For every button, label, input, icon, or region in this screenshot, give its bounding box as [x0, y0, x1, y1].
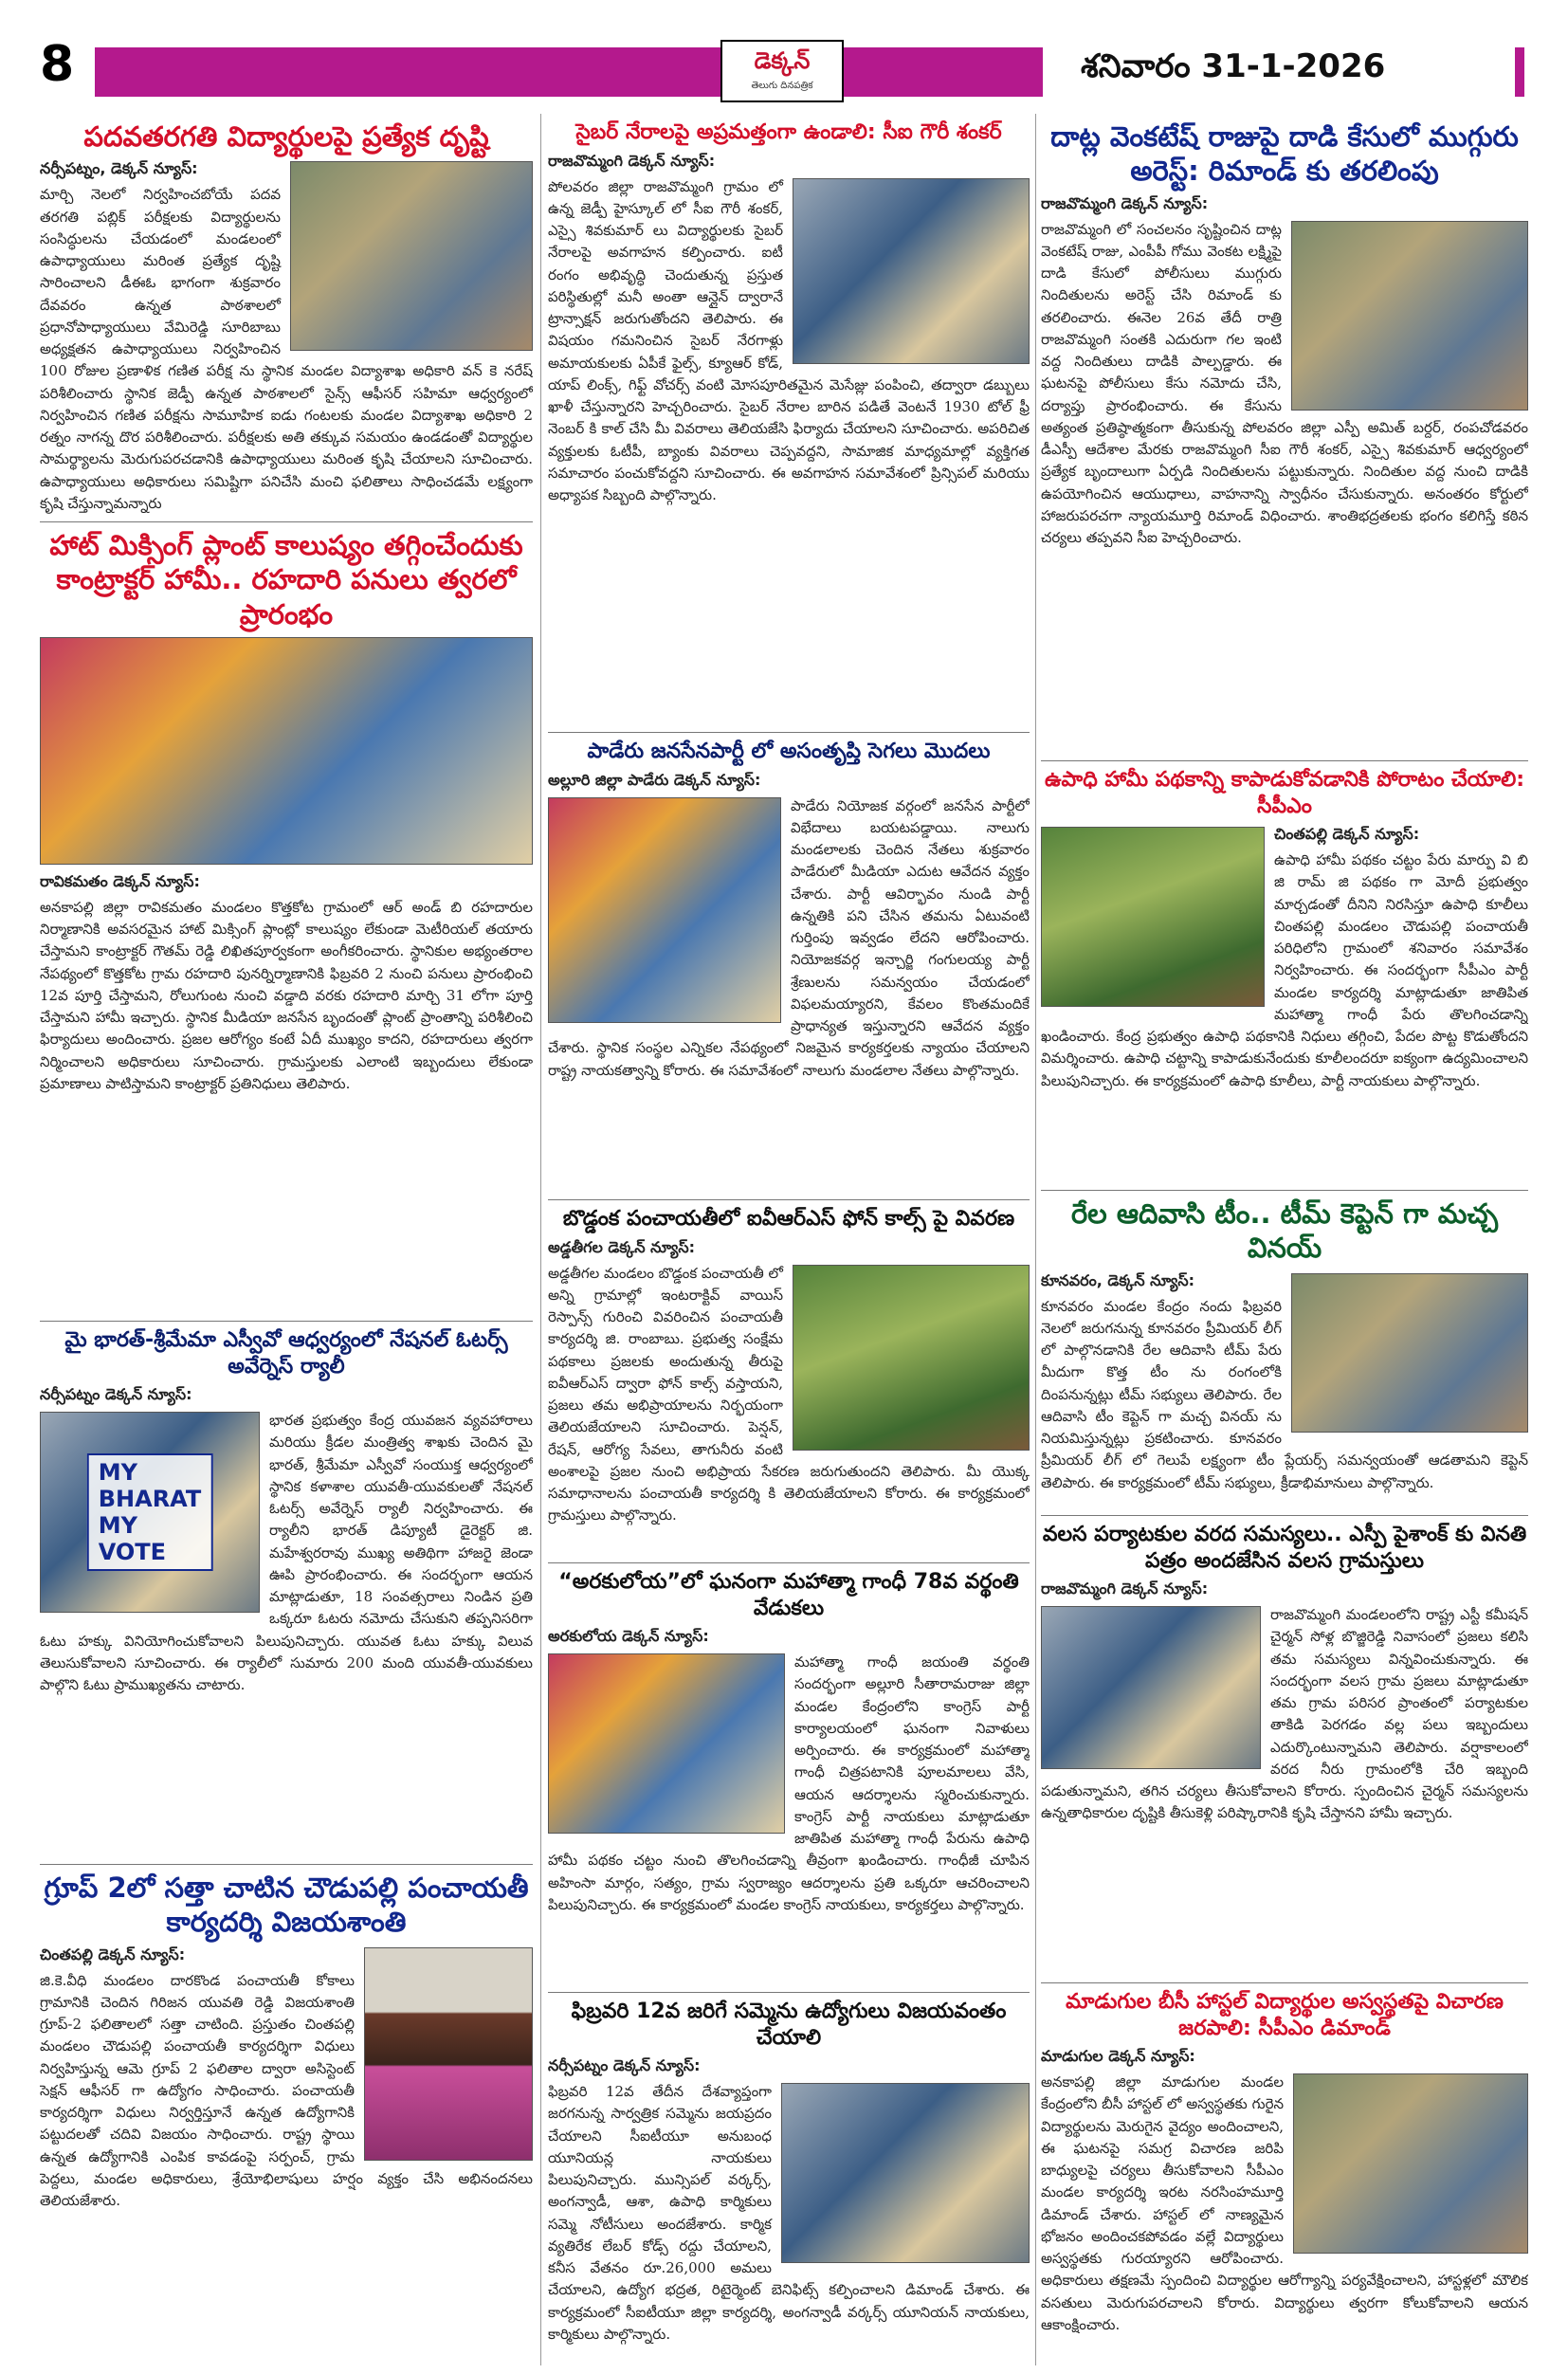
story-voters-rally — [40, 1322, 533, 1865]
column-divider — [1035, 114, 1036, 2365]
headline: వలస పర్యాటకుల వరద సమస్యలు.. ఎస్పీ పైశాంక్ కు వినతి పత్రం అందజేసిన వలస గ్రామస్తులు — [1042, 1523, 1527, 1573]
story-body: పాడేరు నియోజక వర్గంలో జనసేన పార్టీలో విభేదాలు బయటపడ్డాయి. నాలుగు మండలాలకు చెందిన నేతలు శుక్రవారం పాడేరులో మీడియా ఎదుట ఆవేదన వ్యక్తం చేశారు. పార్టీ ఆవిర్భావం నుండి పార్టీ ఉన్నతికి పని చేసిన తమను ఏటువంటి గుర్తింపు ఇవ్వడం లేదని ఆరోపించారు. నియోజకవర్గ ఇన్చార్జి గంగులయ్య పార్టీ శ్రేణులను సమన్వయం చేయడంలో విఫలమయ్యారని, కేవలం కొంతమందికే ప్రాధాన్యత ఇస్తున్నారని ఆవేదన వ్యక్తం చేశారు. స్థానిక సంస్థల ఎన్నికల నేపథ్యంలో నిజమైన కార్యకర్తలకు న్యాయం చేయాలని రాష్ట్ర నాయకత్వాన్ని కోరారు. ఈ సమావేశంలో నాలుగు మండలాల నేతలు పాల్గొన్నారు. — [548, 796, 1030, 1079]
story-photo — [793, 178, 1030, 364]
story-group2-secretary — [40, 1865, 533, 2365]
story-strike-notice — [548, 1993, 1030, 2365]
headline: బొడ్డంక పంచాయతీలో ఐవీఆర్ఎస్ ఫోన్ కాల్స్ పై వివరణ — [562, 1207, 1015, 1231]
story-body: జి.కె.వీధి మండలం దారకొండ పంచాయతీ కోకాలు గ్రామానికి చెందిన గిరిజన యువతి రెడ్డి విజయశాంతి గ్రూప్-2 ఫలితాలలో సత్తా చాటింది. ప్రస్తుతం చింతపల్లి మండలం చౌడుపల్లి పంచాయతీ కార్యదర్శిగా విధులు నిర్వహిస్తున్న ఆమె గ్రూప్ 2 ఫలితాల ద్వారా అసిస్టెంట్ సెక్షన్ ఆఫీసర్ గా ఉద్యోగం సాధించారు. పంచాయతీ కార్యదర్శిగా విధులు నిర్వర్తిస్తూనే ఉన్నత ఉద్యోగానికి పట్టుదలతో చదివి విజయం సాధించారు. రాష్ట్ర స్థాయి ఉన్నత ఉద్యోగానికి ఎంపిక కావడంపై సర్పంచ్, గ్రామ పెద్దలు, మండల అధికారులు, శ్రేయోభిలాషులు హర్షం వ్యక్తం చేసి అభినందనలు తెలియజేశారు. — [40, 1971, 533, 2209]
story-cyber-crime — [548, 114, 1030, 733]
portrait-photo — [364, 1947, 533, 2161]
story-hot-mix-plant — [40, 522, 533, 1322]
dateline: రాజవొమ్మంగి డెక్కన్ న్యూస్: — [548, 151, 716, 170]
dateline: మాడుగుల డెక్కన్ న్యూస్: — [1041, 2047, 1195, 2065]
story-body: అడ్డతీగల మండలం బొడ్డంక పంచాయతీ లో అన్ని గ్రామాల్లో ఇంటరాక్టివ్ వాయిస్ రెస్పాన్స్ గురించి వివరించిన పంచాయతీ కార్యదర్శి జి. రాంబాబు. ప్రభుత్వ సంక్షేమ పథకాలు ప్రజలకు అందుతున్న తీరుపై ఐవీఆర్ఎస్ ద్వారా ఫోన్ కాల్స్ వస్తాయని, ప్రజలు తమ అభిప్రాయాలను నిర్భయంగా తెలియజేయాలని సూచించారు. పెన్షన్, రేషన్, ఆరోగ్య సేవలు, తాగునీరు వంటి అంశాలపై ప్రజల నుంచి అభిప్రాయ సేకరణ జరుగుతుందని తెలిపారు. మీ యొక్క సమాధానాలను పంచాయతీ కార్యదర్శి కి తెలియజేయాలని కోరారు. ఈ కార్యక్రమంలో గ్రామస్తులు పాల్గొన్నారు. — [548, 1264, 1030, 1525]
headline: రేల ఆదివాసి టీం.. టీమ్ కెప్టెన్ గా మచ్చ వినయ్ — [1070, 1197, 1499, 1265]
story-janasena-rift — [548, 733, 1030, 1200]
headline: హాట్ మిక్సింగ్ ప్లాంట్ కాలుష్యం తగ్గించేందుకు కాంట్రాక్టర్ హామీ.. రహదారి పనులు త్వరలో ప్రారంభం — [49, 529, 523, 630]
dateline: చింతపల్లి డెక్కన్ న్యూస్: — [40, 1945, 186, 1963]
headline: “అరకులోయ”లో ఘనంగా మహాత్మా గాంధీ 78వ వర్థంతి వేడుకలు — [558, 1570, 1019, 1620]
story-body: భారత ప్రభుత్వం కేంద్ర యువజన వ్యవహారాలు మరియు క్రీడల మంత్రిత్వ శాఖకు చెందిన మై భారత్, శ్రీమేమా ఎస్వీవో సంయుక్త ఆధ్వర్యంలో స్థానిక కళాశాల యువతీ-యువకులతో నేషనల్ ఓటర్స్ అవేర్నెస్ ర్యాలీ నిర్వహించారు. ఈ ర్యాలీని భారత్ డిప్యూటీ డైరెక్టర్ జి. మహేశ్వరరావు ముఖ్య అతిథిగా హాజరై జెండా ఊపి ప్రారంభించారు. ఈ సందర్భంగా ఆయన మాట్లాడుతూ, 18 సంవత్సరాలు నిండిన ప్రతి ఒక్కరూ ఓటరు నమోదు చేసుకుని తప్పనిసరిగా ఓటు హక్కు వినియోగించుకోవాలని పిలుపునిచ్చారు. యువత ఓటు హక్కు విలువ తెలుసుకోవాలని సూచించారు. ఈ ర్యాలీలో సుమారు 200 మంది యువతీ-యువకులు పాల్గొని ఓటు ప్రాముఖ్యతను చాటారు. — [40, 1412, 533, 1693]
story-photo — [1291, 221, 1528, 411]
masthead — [0, 0, 1568, 112]
headline: గ్రూప్ 2లో సత్తా చాటిన చౌడుపల్లి పంచాయతీ కార్యదర్శి విజయశాంతి — [44, 1872, 529, 1939]
column-divider — [540, 114, 541, 2365]
masthead-right-bar — [1515, 47, 1524, 97]
dateline: నర్సీపట్నం డెక్కన్ న్యూస్: — [40, 1385, 192, 1403]
issue-date: శనివారం 31-1-2026 — [1081, 47, 1386, 85]
story-gandhi-anniversary — [548, 1563, 1030, 1993]
story-photo — [793, 1265, 1030, 1451]
story-body: ఫిబ్రవరి 12వ తేదీన దేశవ్యాప్తంగా జరగనున్న సార్వత్రిక సమ్మెను జయప్రదం చేయాలని సీఐటీయూ అనుబంధ యూనియన్ల నాయకులు పిలుపునిచ్చారు. మున్సిపల్ వర్కర్స్, అంగన్వాడీ, ఆశా, ఉపాధి కార్మికులు సమ్మె నోటీసులు అందజేశారు. కార్మిక వ్యతిరేక లేబర్ కోడ్స్ రద్దు చేయాలని, కనీస వేతనం రూ.26,000 అమలు చేయాలని, ఉద్యోగ భద్రత, రిటైర్మెంట్ బెనిఫిట్స్ కల్పించాలని డిమాండ్ చేశారు. ఈ కార్యక్రమంలో సీఐటీయూ జిల్లా కార్యదర్శి, అంగన్వాడీ వర్కర్స్ యూనియన్ నాయకులు, కార్మికులు పాల్గొన్నారు. — [548, 2083, 1030, 2343]
headline: పదవతరగతి విద్యార్థులపై ప్రత్యేక దృష్టి — [83, 120, 489, 153]
story-photo — [1293, 2073, 1528, 2254]
dateline: నర్సీపట్నం డెక్కన్ న్యూస్: — [548, 2056, 701, 2074]
story-body: అనకాపల్లి జిల్లా రావికమతం మండలం కొత్తకోట గ్రామంలో ఆర్ అండ్ బి రహదారుల నిర్మాణానికి అవసరమైన హాట్ మిక్సింగ్ ప్లాంట్లో కాలుష్యం లేకుండా మెటీరియల్ తయారు చేస్తామని కాంట్రాక్టర్ గౌతమ్ రెడ్డి లిఖితపూర్వకంగా అంగీకరించారు. స్థానికుల అభ్యంతరాల నేపథ్యంలో కొత్తకోట గ్రామ రహదారి పునర్నిర్మాణానికి ఫిబ్రవరి 2 నుంచి పనులు ప్రారంభించి 12వ పూర్తి చేస్తామని, రోలుగుంట నుంచి వడ్డాది వరకు రహదారి మార్చి 31 లోగా పూర్తి చేస్తామని హామీ ఇచ్చారు. స్థానిక మీడియా జనసేన బృందంతో ప్లాంట్ ప్రాంతాన్ని పరిశీలించి ఫిర్యాదులు అందించారు. ప్రజల ఆరోగ్యం కంటే ఏదీ ముఖ్యం కాదని, రహదారులు త్వరగా నిర్మించాలని అధికారులు సూచించారు. గ్రామస్తులకు ఎలాంటి ఇబ్బందులు లేకుండా ప్రమాణాలు పాటిస్తామని కాంట్రాక్టర్ ప్రతినిధులు తెలిపారు. — [40, 898, 533, 1092]
headline: ఫిబ్రవరి 12వ జరిగే సమ్మెను ఉద్యోగులు విజయవంతం చేయాలి — [571, 2000, 1007, 2050]
headline: సైబర్ నేరాలపై అప్రమత్తంగా ఉండాలి: సీఐ గౌరీ శంకర్ — [575, 120, 1002, 144]
story-body: పోలవరం జిల్లా రాజవొమ్మంగి గ్రామం లో ఉన్న జెడ్పీ హైస్కూల్ లో సీఐ గౌరీ శంకర్, ఎస్సై శివకుమార్ లు విద్యార్థులకు సైబర్ నేరాలపై అవగాహన కల్పించారు. ఐటీ రంగం అభివృద్ధి చెందుతున్న ప్రస్తుత పరిస్థితుల్లో మనీ అంతా ఆన్లైన్ ద్వారానే ట్రాన్సాక్షన్ జరుగుతోందని తెలిపారు. ఈ విషయం గమనించిన సైబర్ నేరగాళ్లు అమాయకులకు ఏపీకే ఫైల్స్, క్యూఆర్ కోడ్, యాప్ లింక్స్, గిఫ్ట్ వోచర్స్ వంటి మోసపూరితమైన మెసేజ్లు పంపించి, తద్వారా డబ్బులు ఖాళీ చేస్తున్నారని హెచ్చరించారు. సైబర్ నేరాల బారిన పడితే వెంటనే 1930 టోల్ ఫ్రీ నెంబర్ కి కాల్ చేసి మీ వివరాలు తెలియజేసి ఫిర్యాదు చేయాలని సూచించారు. అపరిచిత వ్యక్తులకు ఓటీపీ, బ్యాంకు వివరాలు చెప్పవద్దని, సామాజిక మాధ్యమాల్లో వ్యక్తిగత సమాచారం పంచుకోవద్దని సూచించారు. ఈ అవగాహన సమావేశంలో ప్రిన్సిపల్ మరియు అధ్యాపక సిబ్బంది పాల్గొన్నారు. — [548, 177, 1030, 503]
masthead-bar — [95, 47, 1043, 97]
story-tenth-class — [40, 114, 533, 522]
story-body: మార్చి నెలలో నిర్వహించబోయే పదవ తరగతి పబ్లిక్ పరీక్షలకు విద్యార్థులను సంసిద్ధులను చేయడంలో మండలంలో ఉపాధ్యాయులు మరింత ప్రత్యేక దృష్టి సారించాలని డీఈఓ భాగంగా శుక్రవారం దేవవరం ఉన్నత పాఠశాలలో ప్రధానోపాధ్యాయులు వేమిరెడ్డి సూరిబాబు అధ్యక్షతన ఉపాధ్యాయులు నిర్వహించిన 100 రోజుల ప్రణాళిక గణిత పరీక్ష ను స్థానిక మండల విద్యాశాఖ అధికారి వన్ కె నరేష్ పరిశీలించారు స్థానిక జెడ్పీ ఉన్నత పాఠశాలలో సైన్స్ ఆఫీసర్ సహిమా ఆధ్వర్యంలో నిర్వహించిన గణిత పరీక్షను సామూహిక ఐడు గంటలకు మండల విద్యాశాఖ అధికారి 2 రత్నం నాగన్న దొర పరిశీలించారు. పరీక్షలకు అతి తక్కువ సమయం ఉండడంతో విద్యార్థుల సామర్థ్యాలను మెరుగుపరచడానికి ఉపాధ్యాయులు మరింత కృషి చేయాలని సూచించారు. ఉపాధ్యాయులు అధికారులు సమిష్టిగా పనిచేసి మంచి ఫలితాలు సాధించడమే లక్ష్యంగా కృషి చేస్తున్నామన్నారు — [40, 186, 533, 512]
story-body: మహాత్మా గాంధీ జయంతి వర్థంతి సందర్భంగా అల్లూరి సీతారామరాజు జిల్లా మండల కేంద్రంలోని కాంగ్రెస్ పార్టీ కార్యాలయంలో ఘనంగా నివాళులు అర్పించారు. ఈ కార్యక్రమంలో మహాత్మా గాంధీ చిత్రపటానికి పూలమాలలు వేసి, ఆయన ఆదర్శాలను స్మరించుకున్నారు. కాంగ్రెస్ పార్టీ నాయకులు మాట్లాడుతూ జాతిపిత మహాత్మా గాంధీ పేరును ఉపాధి హామీ పథకం చట్టం నుంచి తొలగించడాన్ని తీవ్రంగా ఖండించారు. గాంధీజీ చూపిన అహింసా మార్గం, సత్యం, గ్రామ స్వరాజ్యం ఆదర్శాలను ప్రతి ఒక్కరూ ఆచరించాలని పిలుపునిచ్చారు. ఈ కార్యక్రమంలో మండల కాంగ్రెస్ నాయకులు, కార్యకర్తలు పాల్గొన్నారు. — [548, 1653, 1030, 1913]
story-arrest — [1041, 114, 1528, 761]
dateline: రాజవొమ్మంగి డెక్కన్ న్యూస్: — [1041, 1580, 1209, 1598]
story-body: ఉపాధి హామీ పథకం చట్టం పేరు మార్పు వి బి జి రామ్ జి పథకం గా మోదీ ప్రభుత్వం మార్చడంతో దీనిని నిరసిస్తూ ఉపాధి కూలీలు చింతపల్లి మండలం చౌడుపల్లి పంచాయతీ పరిధిలోని గ్రామంలో శనివారం సమావేశం నిర్వహించారు. ఈ సందర్భంగా సీపీఎం పార్టీ మండల కార్యదర్శి మాట్లాడుతూ జాతిపిత మహాత్మా గాంధీ పేరు తొలగించడాన్ని ఖండించారు. కేంద్ర ప్రభుత్వం ఉపాధి పథకానికి నిధులు తగ్గించి, పేదల పొట్ట కొడుతోందని విమర్శించారు. ఉపాధి చట్టాన్ని కాపాడుకునేందుకు కూలీలందరూ ఐక్యంగా ఉద్యమించాలని పిలుపునిచ్చారు. ఈ కార్యక్రమంలో ఉపాధి కూలీలు, పార్టీ నాయకులు పాల్గొన్నారు. — [1041, 851, 1528, 1089]
photo-banner-text: MY BHARAT MY VOTE — [87, 1453, 213, 1571]
dateline: కూనవరం, డెక్కన్ న్యూస్: — [1041, 1270, 1195, 1289]
column-1 — [40, 114, 533, 2365]
story-body: అనకాపల్లి జిల్లా మాడుగుల మండల కేంద్రంలోని బీసీ హాస్టల్ లో అస్వస్థతకు గురైన విద్యార్థులను మెరుగైన వైద్యం అందించాలని, ఈ ఘటనపై సమగ్ర విచారణ జరిపి బాధ్యులపై చర్యలు తీసుకోవాలని సీపీఎం మండల కార్యదర్శి ఇరట నరసింహమూర్తి డిమాండ్ చేశారు. హాస్టల్ లో నాణ్యమైన భోజనం అందించకపోవడం వల్లే విద్యార్థులు అస్వస్థతకు గురయ్యారని ఆరోపించారు. అధికారులు తక్షణమే స్పందించి విద్యార్థుల ఆరోగ్యాన్ని పర్యవేక్షించాలని, హాస్టళ్లలో మౌలిక వసతులు మెరుగుపరచాలని కోరారు. విద్యార్థులు త్వరగా కోలుకోవాలని ఆయన ఆకాంక్షించారు. — [1041, 2073, 1528, 2333]
story-flood-petition — [1041, 1516, 1528, 1983]
story-photo — [548, 1653, 785, 1834]
story-body: కూనవరం మండల కేంద్రం నందు ఫిబ్రవరి నెలలో జరుగనున్న కూనవరం ప్రీమియర్ లీగ్ లో పాల్గొనడానికి రేల ఆదివాసి టీమ్ పేరు మీదుగా కొత్త టీం ను రంగంలోకి దింపనున్నట్లు టీమ్ సభ్యులు తెలిపారు. రేల ఆదివాసి టీం కెప్టెన్ గా మచ్చ వినయ్ ను నియమిస్తున్నట్లు ప్రకటించారు. కూనవరం ప్రీమియర్ లీగ్ లో గెలుపే లక్ష్యంగా టీం ప్లేయర్స్ సమన్వయంతో ఆడతామని కెప్టెన్ తెలిపారు. ఈ కార్యక్రమంలో టీమ్ సభ్యులు, క్రీడాభిమానులు పాల్గొన్నారు. — [1041, 1297, 1528, 1491]
dateline: అల్లూరి జిల్లా పాడేరు డెక్కన్ న్యూస్: — [548, 770, 761, 789]
dateline: రావికమతం డెక్కన్ న్యూస్: — [40, 871, 200, 890]
dateline: అరకులోయ డెక్కన్ న్యూస్: — [548, 1627, 709, 1645]
dateline: అడ్డతీగల డెక్కన్ న్యూస్: — [548, 1237, 695, 1256]
story-hostel-illness — [1041, 1983, 1528, 2365]
story-photo — [290, 161, 533, 351]
story-rela-team — [1041, 1191, 1528, 1516]
newspaper-logo — [720, 40, 844, 102]
logo-tagline: తెలుగు దినపత్రిక — [751, 81, 813, 91]
story-photo — [40, 637, 533, 865]
headline: మై భారత్-శ్రీమేమా ఎస్వీవో ఆధ్వర్యంలో నేషనల్ ఓటర్స్ అవేర్నెస్ ర్యాలీ — [64, 1328, 508, 1379]
story-photo — [1041, 827, 1265, 1007]
story-photo — [781, 2083, 1030, 2263]
story-body: రాజవొమ్మంగి లో సంచలనం సృష్టించిన దాట్ల వెంకటేష్ రాజు, ఎంపీపీ గోము వెంకట లక్ష్మిపై దాడి కేసులో పోలీసులు ముగ్గురు నిందితులను అరెస్ట్ చేసి రిమాండ్ కు తరలించారు. ఈనెల 26వ తేదీ రాత్రి రాజవొమ్మంగి సంతకి ఎదురుగా గల ఇంటి వద్ద నిందితులు దాడికి పాల్పడ్డారు. ఈ ఘటనపై పోలీసులు కేసు నమోదు చేసి, దర్యాప్తు ప్రారంభించారు. ఈ కేసును అత్యంత ప్రతిష్ఠాత్మకంగా తీసుకున్న పోలవరం జిల్లా ఎస్పీ అమిత్ బర్దర్, రంపచోడవరం డీఎస్పీ ఆదేశాల మేరకు రాజవొమ్మంగి సీఐ గౌరీ శంకర్, ఎస్సై శివకుమార్ ఆధ్వర్యంలో ప్రత్యేక బృందాలుగా ఏర్పడి నిందితులను పట్టుకున్నారు. నిందితుల వద్ద నుంచి దాడికి ఉపయోగించిన ఆయుధాలు, వాహనాన్ని స్వాధీనం చేసుకున్నారు. అనంతరం కోర్టులో హాజరుపరచగా న్యాయమూర్తి రిమాండ్ విధించారు. శాంతిభద్రతలకు భంగం కలిగిస్తే కఠిన చర్యలు తప్పవని సీఐ హెచ్చరించారు. — [1041, 220, 1528, 546]
story-photo — [548, 797, 781, 1023]
story-ivrs-calls — [548, 1200, 1030, 1563]
logo-text: డెక్కన్ — [754, 47, 811, 74]
story-photo — [1291, 1273, 1528, 1433]
story-photo — [1041, 1606, 1261, 1769]
story-employment-guarantee — [1041, 761, 1528, 1191]
story-body: రాజవొమ్మంగి మండలంలోని రాష్ట్ర ఎస్టీ కమీషన్ చైర్మన్ సోళ్ల బొజ్జిరెడ్డి నివాసంలో ప్రజలు కలిసి తమ సమస్యలు విన్నవించుకున్నారు. ఈ సందర్భంగా వలస గ్రామ ప్రజలు మాట్లాడుతూ తమ గ్రామ పరిసర ప్రాంతంలో పర్యాటకుల తాకిడి పెరగడం వల్ల పలు ఇబ్బందులు ఎదుర్కొంటున్నామని తెలిపారు. వర్షాకాలంలో వరద నీరు గ్రామంలోకి చేరి ఇబ్బంది పడుతున్నామని, తగిన చర్యలు తీసుకోవాలని కోరారు. స్పందించిన చైర్మన్ సమస్యలను ఉన్నతాధికారుల దృష్టికి తీసుకెళ్లి పరిష్కారానికి కృషి చేస్తానని హామీ ఇచ్చారు. — [1041, 1606, 1528, 1822]
headline: దాట్ల వెంకటేష్ రాజుపై దాడి కేసులో ముగ్గురు అరెస్ట్: రిమాండ్ కు తరలింపు — [1050, 120, 1519, 188]
headline: మాడుగుల బీసీ హాస్టల్ విద్యార్థుల అస్వస్థతపై విచారణ జరపాలి: సీపీఎం డిమాండ్ — [1066, 1990, 1504, 2040]
page-number: 8 — [40, 36, 75, 93]
headline: ఉపాధి హామీ పథకాన్ని కాపాడుకోవడానికి పోరాటం చేయాలి: సీపీఎం — [1044, 768, 1524, 818]
dateline: నర్సీపట్నం, డెక్కన్ న్యూస్: — [40, 159, 198, 178]
dateline: రాజవొమ్మంగి డెక్కన్ న్యూస్: — [1041, 193, 1209, 212]
headline: పాడేరు జనసేనపార్టీ లో అసంతృప్తి సెగలు మొదలు — [587, 740, 991, 763]
dateline: చింతపల్లి డెక్కన్ న్యూస్: — [1274, 825, 1420, 843]
story-photo — [40, 1412, 260, 1613]
column-3 — [1041, 114, 1528, 2365]
column-2 — [548, 114, 1030, 2365]
